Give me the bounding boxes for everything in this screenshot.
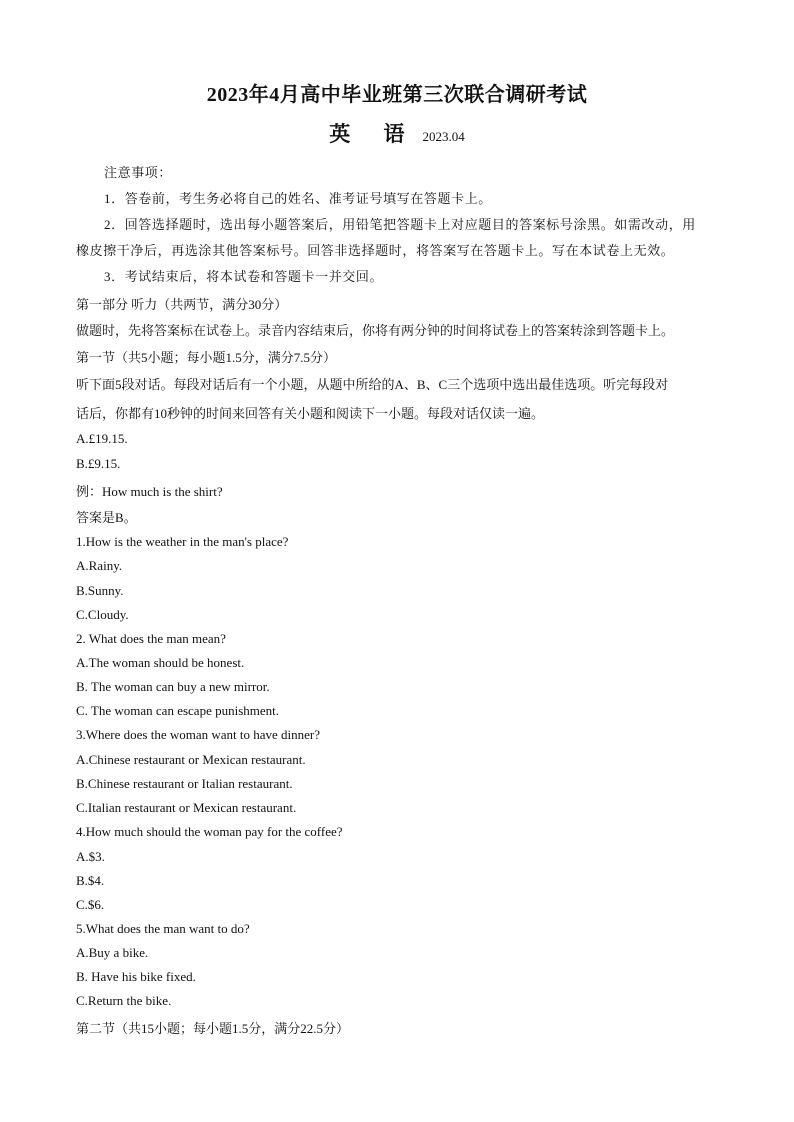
section1-heading: 第一节（共5小题；每小题1.5分，满分7.5分） <box>76 350 337 365</box>
example-option-a: A.£19.15. <box>76 431 128 446</box>
question-5: 5.What does the man want to do? <box>76 921 250 936</box>
exam-title: 2023年4月高中毕业班第三次联合调研考试 <box>206 84 588 106</box>
question-1-option-a: A.Rainy. <box>76 558 123 573</box>
part1-heading: 第一部分 听力（共两节，满分30分） <box>76 297 288 312</box>
question-1-option-c: C.Cloudy. <box>76 607 129 622</box>
question-4-option-b: B.$4. <box>76 873 105 888</box>
example-question: 例：How much is the shirt? <box>76 484 223 499</box>
question-4-option-c: C.$6. <box>76 897 105 912</box>
exam-subtitle <box>0 118 794 148</box>
question-3-option-a: A.Chinese restaurant or Mexican restaurant. <box>76 752 306 767</box>
section1-instruction-line-1: 听下面5段对话。每段对话后有一个小题，从题中所给的A、B、C三个选项中选出最佳选项。听完每段对 <box>76 377 669 392</box>
notice-item-1: 1．答卷前，考生务必将自己的姓名、准考证号填写在答题卡上。 <box>104 191 492 206</box>
part1-instruction: 做题时，先将答案标在试卷上。录音内容结束后，你将有两分钟的时间将试卷上的答案转涂到答题卡上。 <box>76 323 675 338</box>
question-2-option-a: A.The woman should be honest. <box>76 655 245 670</box>
question-5-option-b: B. Have his bike fixed. <box>76 969 196 984</box>
question-5-option-a: A.Buy a bike. <box>76 945 149 960</box>
question-3: 3.Where does the woman want to have dinner? <box>76 727 321 742</box>
exam-date: 2023.04 <box>422 129 465 144</box>
notice-item-2-line-1: 2．回答选择题时，选出每小题答案后，用铅笔把答题卡上对应题目的答案标号涂黑。如需改动，用 <box>104 217 696 232</box>
question-1: 1.How is the weather in the man's place? <box>76 534 289 549</box>
subject-label: 英 语 <box>329 122 419 146</box>
section2-heading: 第二节（共15小题；每小题1.5分，满分22.5分） <box>76 1021 350 1036</box>
question-1-option-b: B.Sunny. <box>76 583 124 598</box>
question-2-option-c: C. The woman can escape punishment. <box>76 703 280 718</box>
question-4-option-a: A.$3. <box>76 849 105 864</box>
notice-heading: 注意事项： <box>104 165 173 180</box>
question-3-option-b: B.Chinese restaurant or Italian restaurant. <box>76 776 293 791</box>
question-2: 2. What does the man mean? <box>76 631 226 646</box>
question-5-option-c: C.Return the bike. <box>76 993 172 1008</box>
example-option-b: B.£9.15. <box>76 456 121 471</box>
notice-item-2-line-2: 橡皮擦干净后，再选涂其他答案标号。回答非选择题时，将答案写在答题卡上。写在本试卷上无效。 <box>76 243 675 258</box>
example-answer: 答案是B。 <box>76 510 137 525</box>
section1-instruction-line-2: 话后，你都有10秒钟的时间来回答有关小题和阅读下一小题。每段对话仅读一遍。 <box>76 406 545 421</box>
question-3-option-c: C.Italian restaurant or Mexican restaurant. <box>76 800 297 815</box>
question-2-option-b: B. The woman can buy a new mirror. <box>76 679 270 694</box>
notice-item-3: 3．考试结束后，将本试卷和答题卡一并交回。 <box>104 269 384 284</box>
question-4: 4.How much should the woman pay for the coffee? <box>76 824 343 839</box>
